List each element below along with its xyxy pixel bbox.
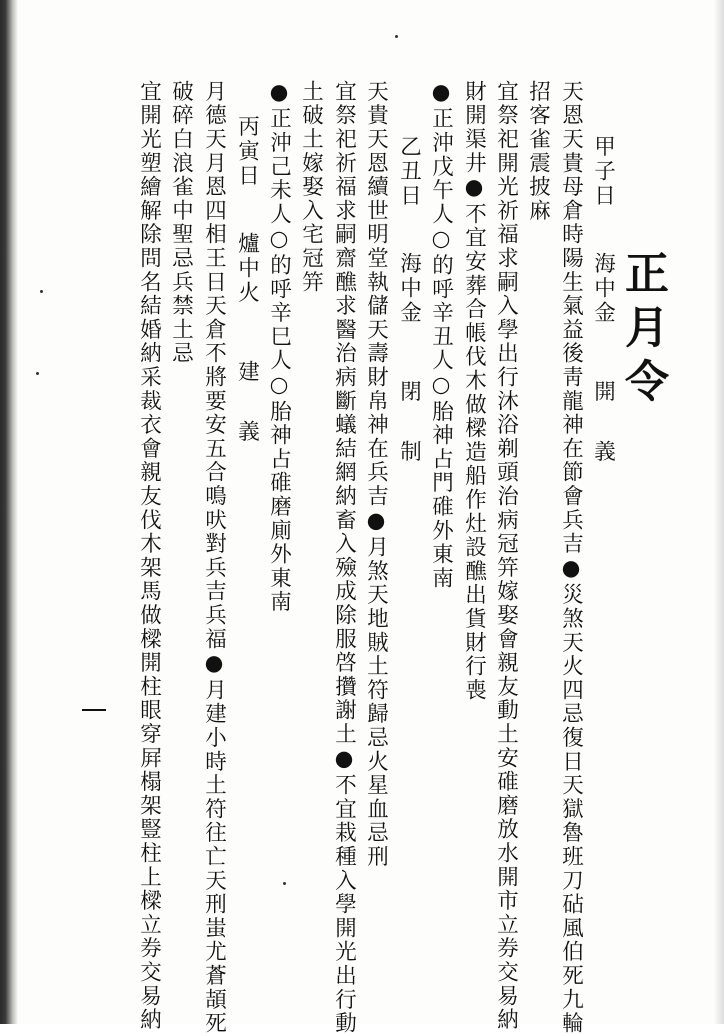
page-left-shadow: [0, 0, 18, 1024]
day3-info: 爐中火: [234, 232, 260, 306]
day2-officer: 閉: [396, 380, 422, 405]
day3-note: 義: [234, 420, 260, 445]
day1-line-2: 招客雀震披麻: [525, 80, 551, 223]
day2-name: 乙丑日: [396, 135, 422, 209]
day3-line-1: 月德天月恩四相王日天倉不將要安五合鳴吠對兵吉兵福●月建小時土符往亡天刑蚩尤蒼頡死: [201, 80, 227, 1036]
day1-line-5: ●正沖戊午人○的呼辛丑人○胎神占門碓外東南: [428, 80, 454, 591]
day1-line-3: 宜祭祀開光祈福求嗣入學出行沐浴剃頭治病冠笄嫁娶會親友動土安碓磨放水開市立券交易納: [493, 80, 519, 1032]
day1-name: 甲子日: [590, 135, 616, 209]
day2-line-1: 天貴天恩續世明堂執儲天壽財帛神在兵吉●月煞天地賊土符歸忌火星血忌刑: [363, 80, 389, 869]
page-number: [82, 709, 106, 711]
day3-line-2: 破碎白浪雀中聖忌兵禁土忌: [168, 80, 194, 366]
day2-line-2: 宜祭祀祈福求嗣齋醮求醫治病斷蟻結網納畜入殮成除服啓攢謝土●不宜栽種入學開光出行動: [331, 80, 357, 1036]
scan-speck: [283, 882, 286, 885]
day1-officer: 開: [590, 380, 616, 405]
day3-officer: 建: [234, 360, 260, 385]
scan-speck: [36, 372, 39, 375]
page-right-edge: [714, 0, 724, 1024]
day1-line-4: 財開渠井●不宜安葬合帳伐木做樑造船作灶設醮出貨財行喪: [461, 80, 487, 703]
day1-note: 義: [590, 440, 616, 465]
scan-speck: [40, 290, 43, 293]
day2-info: 海中金: [396, 252, 422, 326]
day3-name: 丙寅日: [234, 115, 260, 189]
day2-line-4: ●正沖己未人○的呼辛巳人○胎神占碓磨廁外東南: [266, 80, 292, 615]
page-title: 正月令: [617, 250, 668, 412]
day1-line-1: 天恩天貴母倉時陽生氣益後靑龍神在節會兵吉●災煞天火四忌復日天獄魯班刀砧風伯死九輪: [558, 80, 584, 1036]
scan-speck: [395, 35, 398, 38]
day2-note: 制: [396, 440, 422, 465]
day2-line-3: 土破土嫁娶入宅冠笄: [298, 80, 324, 295]
day1-info: 海中金: [590, 252, 616, 326]
day3-line-3: 宜開光塑繪解除問名結婚納采裁衣會親友伐木架馬做樑開柱眼穿屛榻架豎柱上樑立券交易納: [136, 80, 162, 1032]
